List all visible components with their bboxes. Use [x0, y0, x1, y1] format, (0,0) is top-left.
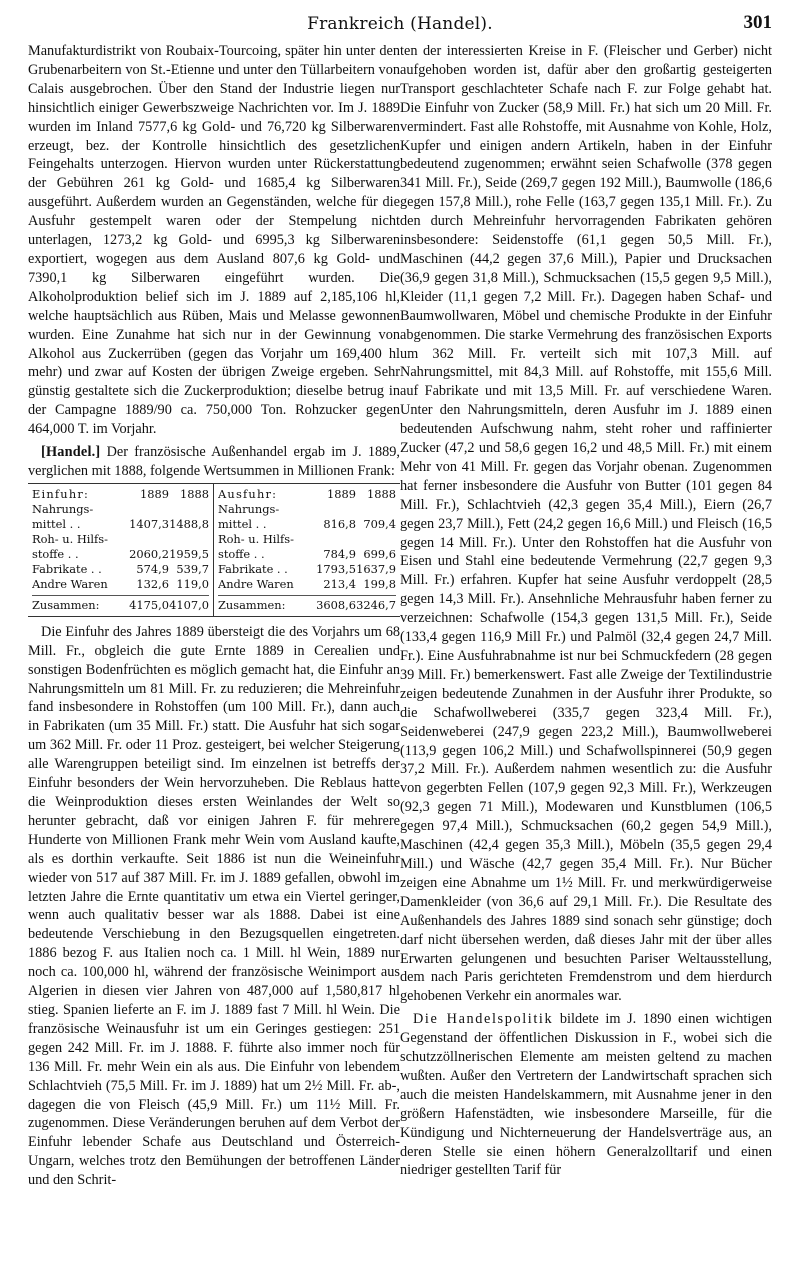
text-columns	[28, 42, 772, 1190]
table-row	[218, 517, 396, 532]
export-year-1889: 1889	[327, 486, 356, 501]
export-year-1888: 1888	[367, 486, 396, 501]
value-1888	[169, 532, 209, 547]
table-row	[218, 577, 396, 592]
value-1888: 699,6	[363, 546, 396, 561]
table-row	[32, 532, 209, 547]
table-row	[32, 502, 209, 517]
trade-policy-text: bildete im J. 1890 einen wichtigen Gegenstand der öffentlichen Diskussion in F., wobei sich die schutzzöllnerischen Elemente am meisten geltend zu machen wußten. Außer den Vertretern der Landwirtschaft sprachen sich auch die meisten Handelskammern, mit Ausnahme jener in den größern Hafenstädten, wie insbesondere Marseille, für die Kündigung und Nichterneuerung der Handelsverträge aus, an deren Stelle sie einen höhern Generalzolltarif und einen niedriger gestellten Tarif für	[400, 1011, 773, 1179]
row-label: Nahrungs-	[218, 501, 280, 516]
value-1888: 199,8	[363, 576, 396, 591]
total-label: Zusammen:	[218, 597, 286, 612]
value-1888	[356, 502, 396, 517]
table-row	[218, 502, 396, 517]
trade-table	[28, 483, 400, 617]
value-1889	[310, 502, 356, 517]
paragraph-trade-intro	[28, 443, 400, 481]
import-year-1889: 1889	[140, 486, 169, 501]
export-header-row	[218, 487, 396, 502]
value-1889	[123, 532, 169, 547]
import-heading: Einfuhr:	[32, 486, 90, 501]
row-label: Fabrikate . .	[32, 561, 102, 576]
row-label: stoffe . .	[218, 546, 265, 561]
value-1889: 816,8	[323, 516, 356, 531]
value-1889: 2060,2	[129, 546, 169, 561]
table-row	[32, 577, 209, 592]
paragraph-trade-details: ten der interessierten Kreise in F. (Fleischer und Gerber) nicht aufgehoben worden ist, dafür aber den großartig gesteigerten Transport geschlachteter Schafe nach F. zur Folge gehabt hat. Die Einfuhr von Zucker (58,9 Mill. Fr.) hat sich um 20 Mill. Fr. vermindert. Fast alle Rohstoffe, mit Ausnahme von Kohle, Holz, Kupfer und einigen andern Artikeln, haben in der Einfuhr bedeutend zugenommen; erwähnt seien Schafwolle (378 gegen 341 Mill. Fr.), Seide (269,7 gegen 192 Mill.), Baumwolle (186,6 gegen 157,8 Mill.), rohe Felle (163,7 gegen 135,1 Mill. Fr.). Zu den durch Mehreinfuhr hervorragenden Fabrikaten gehören insbesondere: Seidenstoffe (61,1 gegen 50,5 Mill. Fr.), Maschinen (44,2 gegen 37,6 Mill.), Papier und Drucksachen (36,9 gegen 31,8 Mill.), Schmucksachen (15,5 gegen 9,5 Mill.), Kleider (11,1 gegen 7,2 Mill. Fr.). Dagegen haben Schaf- und Baumwollwaren, Möbel und chemische Produkte in der Einfuhr abgenommen. Die starke Vermehrung des französischen Exports um 362 Mill. Fr. verteilt sich mit 107,3 Mill. auf Nahrungsmittel, mit 84,3 Mill. auf Rohstoffe, mit 155,6 Mill. auf Fabrikate und mit 13,5 Mill. Fr. auf verschiedene Waren. Unter den Nahrungsmitteln, deren Ausfuhr im J. 1889 einen bedeutenden Aufschwung nahm, steht roher und raffinierter Zucker (47,2 und 58,6 gegen 16,2 und 48,5 Mill. Fr.) mit einem Mehr von 41 Mill. Fr. gegen das Vorjahr obenan. Zugenommen hat ferner insbesondere die Ausfuhr von Butter (101 gegen 84 Mill. Fr.), Schlachtvieh (42,3 gegen 35,4 Mill.), Eiern (26,7 gegen 23,7 Mill.), Fett (24,2 gegen 16,6 Mill.) und Fleisch (16,5 gegen 14 Mill. Fr.). Unter den Rohstoffen hat die Ausfuhr von Eisen und Stahl eine bedeutende Vermehrung (22,7 gegen 9,3 Mill. Fr.) erfahren. Kupfer hat seine Ausfuhr verdoppelt (28,5 gegen 14,3 Mill. Fr.). Ansehnliche Mehrausfuhr haben ferner zu verzeichnen: Schafwolle (154,3 gegen 131,5 Mill. Fr.), Seide (133,4 gegen 116,9 Mill Fr.) und Palmöl (32,4 gegen 24,7 Mill. Fr.). Eine Ausfuhrabnahme ist nur bei Schmuckfedern (28 gegen 39 Mill. Fr.) bemerkenswert. Fast alle Zweige der Textilindustrie zeigen bedeutende Zunahmen in der Ausfuhr ihrer Produkte, so die Schafwollweberei (335,7 gegen 323,4 Mill. Fr.), Seidenweberei (247,9 gegen 223,2 Mill.), Baumwollweberei (113,9 gegen 106,2 Mill.) und Schafwollspinnerei (50,9 gegen 37,2 Mill. Fr.). Außerdem nahmen wesentlich zu: die Ausfuhr von gegerbten Fellen (107,9 gegen 92,3 Mill. Fr.), Werkzeugen (92,3 gegen 71 Mill.), Modewaren und Kunstblumen (106,5 gegen 97,4 Mill.), Schmucksachen (60,2 gegen 54,9 Mill.), Maschinen (42,4 gegen 35,3 Mill.), Möbeln (35,5 gegen 29,4 Mill.) und Wäsche (42,7 gegen 35,4 Mill. Fr.). Nur Bücher zeigen eine Abnahme um 1½ Mill. Fr. und merkwürdigerweise Damenkleider (von 36,6 auf 29,1 Mill. Fr.). Die Resultate des Außenhandels des Jahres 1889 sind sonach sehr günstige; doch darf nicht übersehen werden, daß dieses Jahr mit der über alles Erwarten gelungenen und besuchten Pariser Weltausstellung, dem nach Paris gerichteten Fremdenstrom und dem hierdurch gehobenen Verkehr ein anormales war.	[400, 43, 772, 1005]
row-label: mittel . .	[32, 516, 81, 531]
value-1889	[310, 532, 356, 547]
value-1888: 1637,9	[356, 561, 396, 576]
total-1888: 4107,0	[169, 597, 209, 612]
paragraph-trade-policy	[400, 1010, 772, 1180]
paragraph-imports: Die Einfuhr des Jahres 1889 übersteigt die des Vorjahrs um 68 Mill. Fr., obgleich die gute Ernte 1889 in Cerealien und sonstigen Bodenfrüchten es möglich gemacht hat, die Einfuhr an Nahrungsmitteln um 81 Mill. Fr. zu reduzieren; die Mehreinfuhr fand insbesondere in Rohstoffen (um 100 Mill. Fr.), dann auch in Fabrikaten (um 35 Mill. Fr.) statt. Die Ausfuhr hat sich sogar um 362 Mill. Fr. oder 11 Proz. gesteigert, bei welcher Steigerung alle Warengruppen beteiligt sind. Im einzelnen ist betreffs der Einfuhr besonders der Wein hervorzuheben. Die Reblaus hatte die Weinproduktion dieses ersten Weinlandes der Welt so herunter gebracht, daß vor einigen Jahren F. für mehrere Hunderte von Millionen Frank mehr Wein vom Ausland kaufte, als es dorthin verkaufte. Seit 1886 ist nun die Weineinfuhr wieder von 517 auf 387 Mill. Fr. im J. 1889 gefallen, obwohl im letzten Jahre die Ernte quantitativ um etwa ein Viertel geringer, wenn auch qualitativ besser war als 1888. Dabei ist eine bedeutende Verschiebung in den Bezugsquellen eingetreten. 1886 bezog F. aus Italien noch ca. 1 Mill. hl Wein, 1889 nur noch ca. 100,000 hl, während der französische Weinimport aus Algerien in diesen vier Jahren von 487,000 auf 1,580,817 hl stieg. Spanien lieferte an F. im J. 1889 fast 7 Mill. hl Wein. Die französische Weinausfuhr ist um ein Geringes gestiegen: 251 gegen 242 Mill. Fr. im J. 1888. F. führte also immer noch für 136 Mill. Fr. mehr Wein ein als aus. Die Einfuhr von lebendem Schlachtvieh (75,5 Mill. Fr. im J. 1889) hat um 2½ Mill. Fr. ab-, dagegen die von Fleisch (45,9 Mill. Fr.) um 11½ Mill. Fr. zugenommen. Diese Veränderungen beruhen auf dem Verbot der Einfuhr lebender Schafe aus Deutschland und Österreich-Ungarn, welches trotz den Bemühungen der betroffenen Länder und den Schrit-	[28, 623, 400, 1189]
export-heading: Ausfuhr:	[218, 486, 278, 501]
page-header	[28, 0, 772, 42]
value-1888	[169, 502, 209, 517]
export-table	[214, 484, 400, 616]
import-total-row	[32, 595, 209, 613]
table-row	[32, 547, 209, 562]
value-1889: 132,6	[136, 576, 169, 591]
total-1889: 3608,6	[316, 597, 356, 612]
import-year-1888: 1888	[180, 486, 209, 501]
paragraph-industry: Manufakturdistrikt von Roubaix-Tourcoing, später hin unter den Grubenarbeitern von St.-Etienne und unter den Tüllarbeitern von Calais ausgebrochen. Über den Stand der Industrie liegen nur hinsichtlich einiger Gewerbszweige Nachrichten vor. Im J. 1889 wurden im Inland 7577,6 kg Gold- und 76,720 kg Silberwaren erzeugt, bez. der Kontrolle hinsichtlich des gesetzlichen Feingehalts unterzogen. Hiervon wurden unter Rückerstattung der Gebühren 261 kg Gold- und 1685,4 kg Silberwaren ausgeführt. Außerdem wurden an Gegenständen, welche für die Ausfuhr gestempelt waren oder der Stempelung nicht unterlagen, 1273,2 kg Gold- und 6995,3 kg Silberwaren exportiert, wogegen aus dem Ausland 807,6 kg Gold- und 7390,1 kg Silberwaren eingeführt wurden. Die Alkoholproduktion belief sich im J. 1889 auf 2,185,106 hl, welche hauptsächlich aus Rüben, Mais und Melasse gewonnen wurden. Eine Zunahme hat sich nur in der Gewinnung von Alkohol aus Zuckerrüben (gegen das Vorjahr um 169,400 hl mehr) und zwar auf Kosten der übrigen Zweige ergeben. Sehr günstig gestaltete sich die Zuckerproduktion; dieselbe betrug in der Campagne 1889/90 ca. 750,000 Ton. Rohzucker gegen 464,000 T. im Vorjahr.	[28, 43, 400, 438]
value-1888: 709,4	[363, 516, 396, 531]
page-number: 301	[743, 12, 772, 33]
value-1888: 1959,5	[169, 546, 209, 561]
table-row	[32, 562, 209, 577]
import-table	[28, 484, 214, 616]
row-label: Roh- u. Hilfs-	[32, 531, 108, 546]
row-label: Andre Waren	[218, 576, 294, 591]
row-label: Roh- u. Hilfs-	[218, 531, 294, 546]
value-1888: 1488,8	[169, 516, 209, 531]
total-label: Zusammen:	[32, 597, 100, 612]
value-1889: 574,9	[136, 561, 169, 576]
right-column	[400, 42, 772, 1190]
left-column	[28, 42, 400, 1190]
row-label: Fabrikate . .	[218, 561, 288, 576]
value-1888: 119,0	[176, 576, 209, 591]
row-label: Andre Waren	[32, 576, 108, 591]
value-1888: 539,7	[176, 561, 209, 576]
table-row	[218, 547, 396, 562]
table-row	[218, 562, 396, 577]
row-label: Nahrungs-	[32, 501, 94, 516]
value-1889: 784,9	[323, 546, 356, 561]
value-1889	[123, 502, 169, 517]
running-title: Frankreich (Handel).	[307, 14, 493, 34]
value-1889: 1407,3	[129, 516, 169, 531]
value-1888	[356, 532, 396, 547]
trade-intro-text: Der französische Außenhandel ergab im J. 1889, verglichen mit 1888, folgende Wertsummen in Millionen Frank:	[28, 444, 400, 479]
section-label-handelspolitik: Die Handelspolitik	[413, 1011, 554, 1028]
row-label: mittel . .	[218, 516, 267, 531]
row-label: stoffe . .	[32, 546, 79, 561]
import-header-row	[32, 487, 209, 502]
export-total-row	[218, 595, 396, 613]
total-1889: 4175,0	[129, 597, 169, 612]
total-1888: 3246,7	[356, 597, 396, 612]
table-row	[218, 532, 396, 547]
value-1889: 213,4	[323, 576, 356, 591]
section-label-handel: [Handel.]	[41, 444, 101, 461]
table-row	[32, 517, 209, 532]
value-1889: 1793,5	[316, 561, 356, 576]
